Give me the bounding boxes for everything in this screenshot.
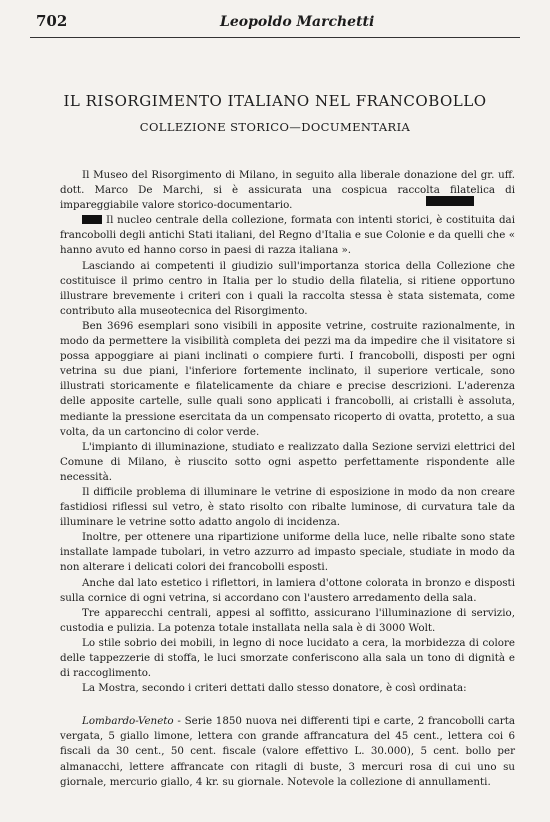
paragraph: Lasciando ai competenti il giudizio sull'importanza storica della Collezione che costituisce il primo centro in Italia per lo studio della filatelia, si ritiene opportuno illustrare brevemente i criteri con i quali la raccolta stessa è stata sistemata, come contributo alla museotecnica del Risorgimento. <box>60 259 515 317</box>
paragraph: Tre apparecchi centrali, appesi al soffitto, assicurano l'illuminazione di servizio, custodia e pulizia. La potenza totale installata nella sala è di 3000 Wolt. <box>60 606 515 634</box>
entry-text: - Serie 1850 nuova nei differenti tipi e carte, 2 francobolli carta vergata, 5 giallo limone, lettera con grande affrancatura del 45 cent., lettera coi 6 fiscali da 30 cent., 50 cent. fiscale (valore effettivo L. 30.000), 5 cent. bollo per almanacchi, lettere affrancate con ritagli di buste, 3 mercuri rosa di cui uno su giornale, mercurio giallo, 4 kr. su giornale. Notevole la collezione di annullamenti. <box>60 715 515 788</box>
catalog-entry <box>60 714 515 789</box>
paragraph: La Mostra, secondo i criteri dettati dallo stesso donatore, è così ordinata: <box>82 682 467 695</box>
article-subtitle: COLLEZIONE STORICO—DOCUMENTARIA <box>139 120 411 134</box>
paragraph-text: Il nucleo centrale della collezione, formata con intenti storici, è costituita dai francobolli degli antichi Stati italiani, del Regno d'Italia e sue Colonie e da quelli che « hanno avuto ed hanno corso in paesi di razza italiana ». <box>60 214 515 257</box>
paragraph: Anche dal lato estetico i riflettori, in lamiera d'ottone colorata in bronzo e disposti sulla cornice di ogni vetrina, si accordano con l'austero arredamento della sala. <box>60 576 515 604</box>
paragraph: L'impianto di illuminazione, studiato e realizzato dalla Sezione servizi elettrici del Comune di Milano, è riuscito sotto ogni aspetto perfettamente rispondente alle necessità. <box>60 440 515 483</box>
paragraph <box>60 213 515 258</box>
ink-blot <box>82 215 102 224</box>
paragraph: Ben 3696 esemplari sono visibili in apposite vetrine, costruite razionalmente, in modo da permettere la visibilità completa dei pezzi ma da impedire che il visitatore si possa appoggiare ai piani inclinati o compiere furti. I francobolli, disposti per ogni vetrina su due piani, l'inferiore fortemente inclinato, il superiore verticale, sono illustrati storicamente e filatelicamente da chiare e precise descrizioni. L'aderenza delle apposite cartelle, sulle quali sono applicati i francobolli, ai cristalli è assoluta, mediante la pressione esercitata da un compensato ricoperto di ovatta, protetto, a sua volta, da un cartoncino di color verde. <box>60 319 515 438</box>
entry-heading: Lombardo-Veneto <box>82 715 174 728</box>
paragraph: Il Museo del Risorgimento di Milano, in seguito alla liberale donazione del gr. uff. dott. Marco De Marchi, si è assicurata una cospicua raccolta filatelica di impareggiabile valore storico-documentario. <box>60 169 515 212</box>
running-title: Leopoldo Marchetti <box>220 14 375 30</box>
paragraph: Il difficile problema di illuminare le vetrine di esposizione in modo da non creare fastidiosi riflessi sul vetro, è stato risolto con ribalte luminose, di curvatura tale da illuminare le vetrine sotto adatto angolo di incidenza. <box>60 485 515 529</box>
article-body <box>60 168 515 790</box>
article-title: IL RISORGIMENTO ITALIANO NEL FRANCOBOLLO <box>63 92 487 110</box>
page-number: 702 <box>36 12 68 30</box>
paragraph: Lo stile sobrio dei mobili, in legno di noce lucidato a cera, la morbidezza di colore delle tappezzerie di stoffa, le luci smorzate conferiscono alla sala un tono di dignità e di raccoglimento. <box>60 636 515 680</box>
header-rule <box>30 37 520 38</box>
paragraph: Inoltre, per ottenere una ripartizione uniforme della luce, nelle ribalte sono state installate lampade tubolari, in vetro azzurro ad impasto speciale, studiate in modo da non alterare i delicati colori dei francobolli esposti. <box>60 531 515 574</box>
